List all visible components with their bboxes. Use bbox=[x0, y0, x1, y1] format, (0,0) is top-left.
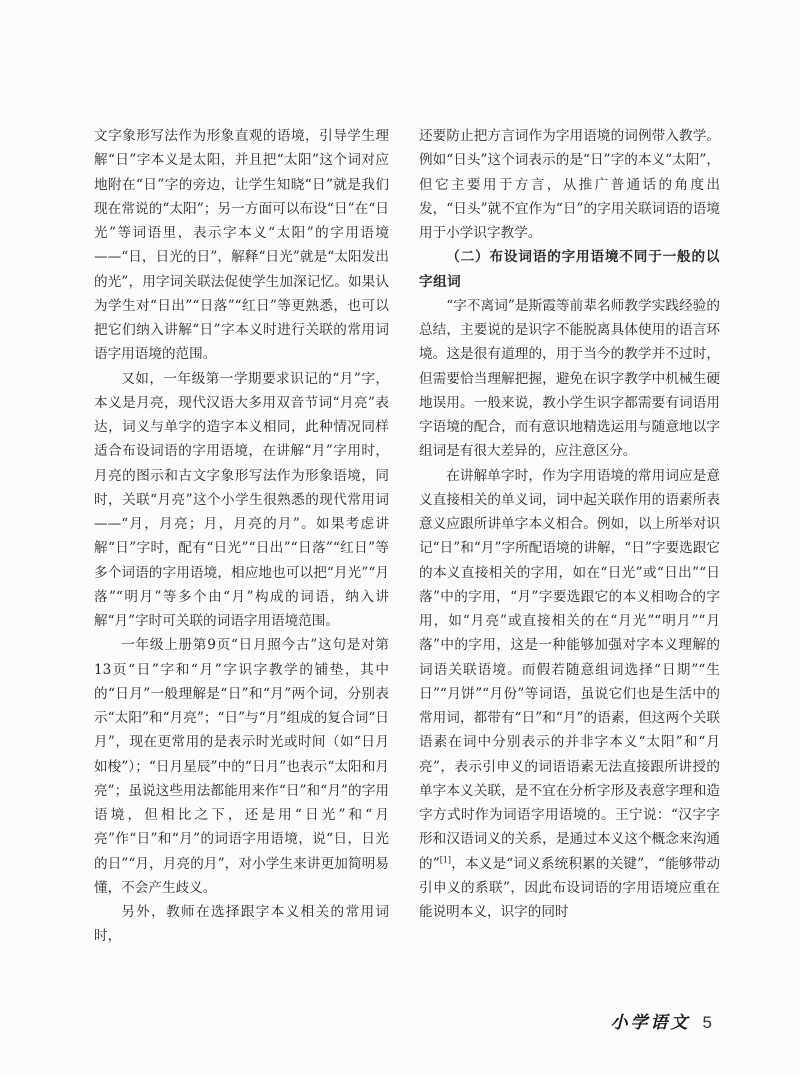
paragraph: 文字象形写法作为形象直观的语境，引导学生理解“日”字本义是太阳，并且把“太阳”这个词对应地附在“日”字的旁边，让学生知晓“日”就是我们现在常说的“太阳”；另一方面可以布设“日”在“日光”等词语里，表示字本义“太阳”的字用语境——“日，日光的日”，解释“日光”就是“太阳发出的光”，用字词关联法促使学生加深记忆。如果认为学生对“日出”“日落”“红日”等更熟悉，也可以把它们纳入讲解“日”字本义时进行关联的常用词语字用语境的范围。 bbox=[94, 128, 389, 363]
paragraph-text: ，本义是“词义系统积累的关键”，“能够带动引申义的系联”，因此布设词语的字用语境应重在能说明本义，识字的同时 bbox=[419, 855, 720, 920]
section-heading: （二）布设词语的字用语境不同于一般的以字组词 bbox=[419, 249, 720, 290]
paragraph: 又如，一年级第一学期要求识记的“月”字，本义是月亮，现代汉语大多用双音节词“月亮”表达，词义与单字的造字本义相同，此种情况同样适合布设词语的字用语境，在讲解“月”字用时，月亮的图示和古文字象形写法作为形象语境，同时，关联“月亮”这个小学生很熟悉的现代常用词——“月，月亮；月，月亮的月”。如果考虑讲解“日”字时，配有“日光”“日出”“日落”“红日”等多个词语的字用语境，相应地也可以把“月光”“月落”“明月”等多个由“月”构成的词语，纳入讲解“月”字时可关联的词语字用语境范围。 bbox=[94, 370, 389, 629]
left-column bbox=[94, 124, 389, 949]
page-number: 5 bbox=[702, 1013, 712, 1032]
paragraph: 一年级上册第9页“日月照今古”这句是对第13页“日”字和“月”字识字教学的铺垫，其中的“日月”一般理解是“日”和“月”两个词，分别表示“太阳”和“月亮”；“日”与“月”组成的复合词“日月”，现在更常用的是表示时光或时间（如“日月如梭”）；“日月星辰”中的“日月”也表示“太阳和月亮”；虽说这些用法都能用来作“日”和“月”的字用语境，但相比之下，还是用“日光”和“月亮”作“日”和“月”的词语字用语境，说“日，日光的日”“月，月亮的月”，对小学生来讲更加简明易懂，不会产生歧义。 bbox=[94, 637, 389, 896]
citation-marker: [1] bbox=[439, 854, 452, 864]
paragraph-text: 在讲解单字时，作为字用语境的常用词应是意义直接相关的单义词，词中起关联作用的语素所表意义应跟所讲单字本义相合。例如，以上所举对识记“日”和“月”字所配语境的讲解，“日”字要选跟它的本义直接相关的字用，如在“日光”或“日出”“日落”中的字用，“月”字要选跟它的本义相吻合的字用，如“月亮”或直接相关的在“月光”“明月”“月落”中的字用，这是一种能够加强对字本义理解的词语关联语境。而假若随意组词选择“日期”“生日”“月饼”“月份”等词语，虽说它们也是生活中的常用词，都带有“日”和“月”的语素，但这两个关联语素在词中分别表示的并非字本义“太阳”和“月亮”，表示引申义的词语语素无法直接跟所讲授的单字本义关联，是不宜在分析字形及表意字理和造字方式时作为词语字用语境的。王宁说：“汉字字形和汉语词义的关系，是通过本义这个概念来沟通的” bbox=[419, 467, 720, 872]
page-footer bbox=[611, 1008, 712, 1033]
paragraph: 另外，教师在选择跟字本义相关的常用词时， bbox=[94, 904, 389, 945]
journal-name: 小学语文 bbox=[610, 1013, 691, 1033]
paragraph: 还要防止把方言词作为字用语境的词例带入教学。例如“日头”这个词表示的是“日”字的本义“太阳”，但它主要用于方言，从推广普通话的角度出发，“日头”就不宜作为“日”的字用关联词语的语境用于小学识字教学。 bbox=[419, 128, 720, 241]
paragraph: “字不离词”是斯霞等前辈名师教学实践经验的总结，主要说的是识字不能脱离具体使用的语言环境。这是很有道理的，用于当今的教学并不过时，但需要恰当理解把握，避免在识字教学中机械生硬地误用。一般来说，教小学生识字都需要有词语用字语境的配合，而有意识地精选运用与随意地以字组词是有很大差异的，应注意区分。 bbox=[419, 297, 720, 460]
paragraph bbox=[419, 464, 720, 925]
right-column bbox=[419, 124, 720, 924]
